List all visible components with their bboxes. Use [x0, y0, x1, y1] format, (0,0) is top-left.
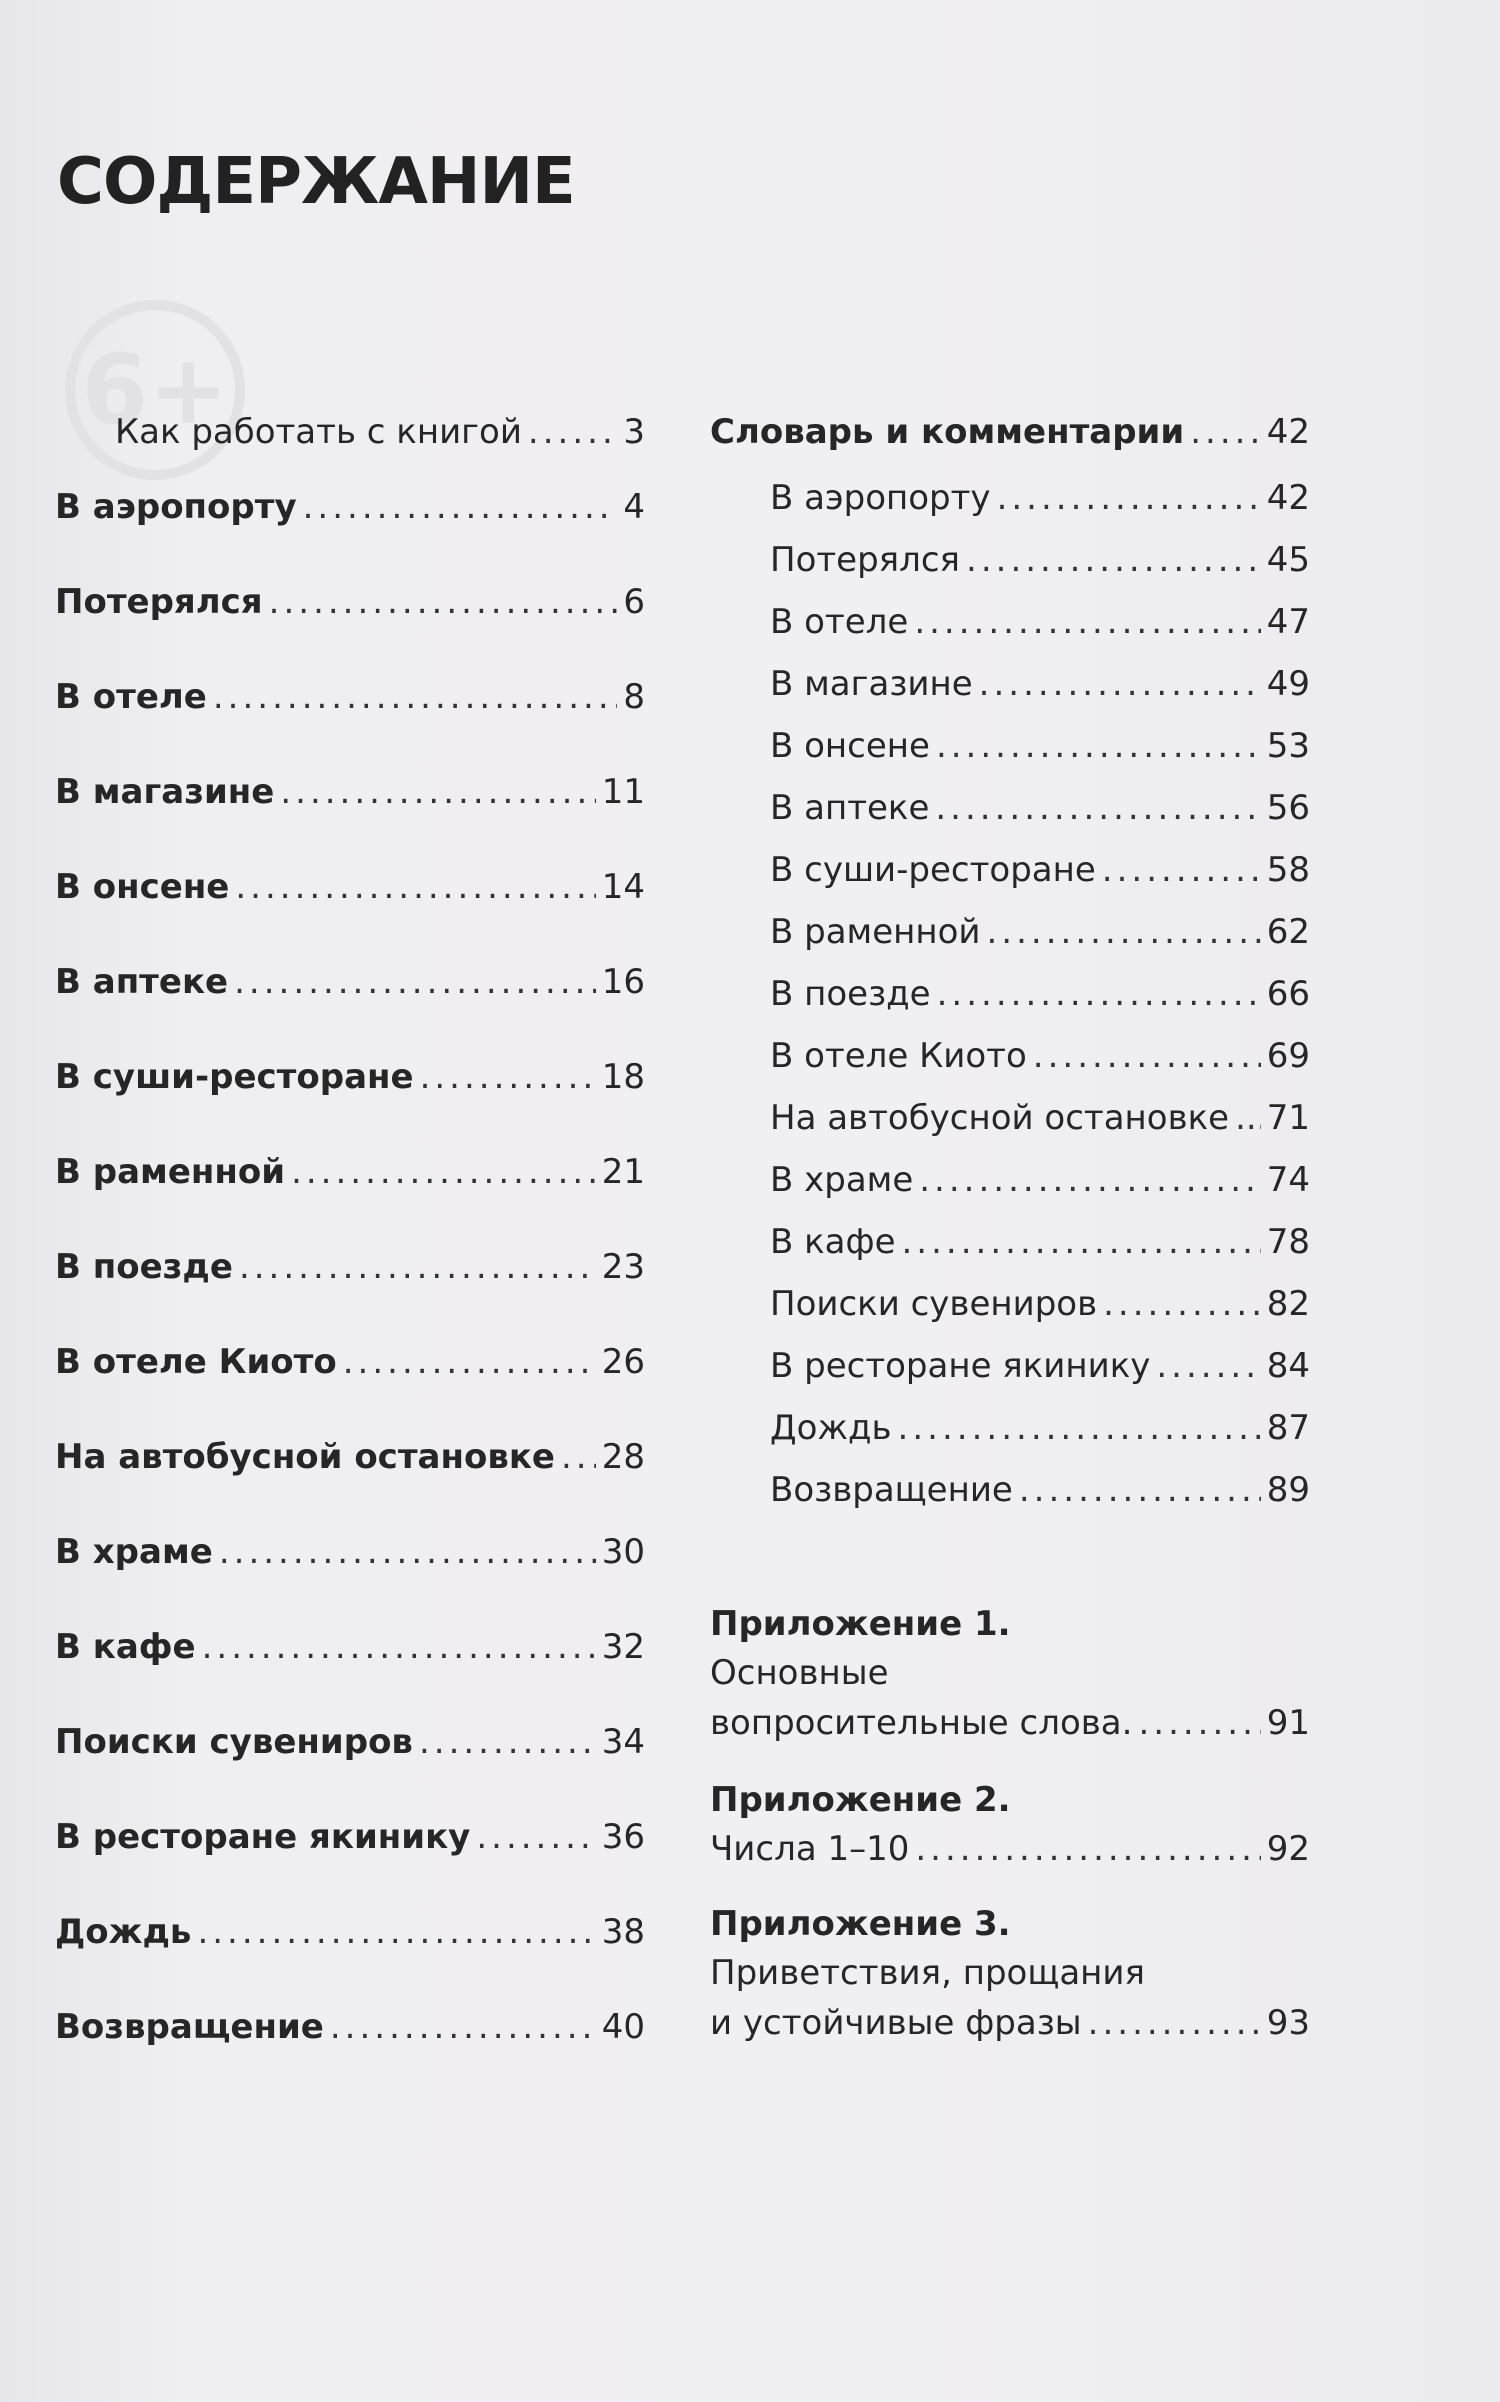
- appendix-3: [710, 1900, 1310, 2048]
- appendix-line: Основные: [710, 1653, 889, 1694]
- appendix-title: Приложение 2.: [710, 1780, 1011, 1820]
- toc-subentry: Потерялся ..... 45: [710, 540, 1310, 581]
- toc-subentry: Возвращение ..... 89: [710, 1470, 1310, 1511]
- toc-subentry: В отеле ..... 47: [710, 602, 1310, 643]
- toc-subentry: В отеле Киото ..... 69: [710, 1036, 1310, 1077]
- appendix-last-line: и устойчивые фразы ..... 93: [710, 1999, 1310, 2048]
- toc-section-heading: Словарь и комментарии ..... 42: [710, 412, 1310, 453]
- appendix-title: Приложение 1.: [710, 1604, 1011, 1644]
- toc-subentry: В суши-ресторане ..... 58: [710, 850, 1310, 891]
- toc-subentry: В кафе ..... 78: [710, 1222, 1310, 1263]
- toc-subentry: В раменной ..... 62: [710, 912, 1310, 953]
- toc-subentry: В поезде ..... 66: [710, 974, 1310, 1015]
- toc-entry: В суши-ресторане ..... 18: [55, 1057, 645, 1098]
- toc-entry: В раменной ..... 21: [55, 1152, 645, 1193]
- toc-subentry: В онсене ..... 53: [710, 726, 1310, 767]
- toc-entry: Дождь ..... 38: [55, 1912, 645, 1953]
- appendix-2: [710, 1776, 1310, 1875]
- toc-entry: В поезде ..... 23: [55, 1247, 645, 1288]
- page-title: СОДЕРЖАНИЕ: [57, 145, 575, 219]
- toc-entry: В отеле Киото ..... 26: [55, 1342, 645, 1383]
- toc-subentry: Дождь ..... 87: [710, 1408, 1310, 1449]
- appendix-title: Приложение 3.: [710, 1904, 1011, 1944]
- toc-entry: В аптеке ..... 16: [55, 962, 645, 1003]
- toc-subentry: В аэропорту ..... 42: [710, 478, 1310, 519]
- toc-entry: В онсене ..... 14: [55, 867, 645, 908]
- toc-entry: Потерялся ..... 6: [55, 582, 645, 623]
- toc-subentry: В ресторане якинику ..... 84: [710, 1346, 1310, 1387]
- toc-entry: Поиски сувениров ..... 34: [55, 1722, 645, 1763]
- appendix-last-line: вопросительные слова. ..... 91: [710, 1699, 1310, 1748]
- toc-entry-intro: Как работать с книгой ..... 3: [55, 412, 645, 453]
- toc-entry: В магазине ..... 11: [55, 772, 645, 813]
- toc-subentry: Поиски сувениров ..... 82: [710, 1284, 1310, 1325]
- toc-entry: В кафе ..... 32: [55, 1627, 645, 1668]
- appendix-line: Приветствия, прощания: [710, 1953, 1145, 1994]
- toc-entry: Возвращение ..... 40: [55, 2007, 645, 2048]
- toc-entry: На автобусной остановке ..... 28: [55, 1437, 645, 1478]
- toc-subentry: На автобусной остановке ..... 71: [710, 1098, 1310, 1139]
- toc-entry: В отеле ..... 8: [55, 677, 645, 718]
- appendix-last-line: Числа 1–10 ..... 92: [710, 1825, 1310, 1874]
- toc-entry: В аэропорту ..... 4: [55, 487, 645, 528]
- age-rating-watermark: 6+: [65, 300, 245, 480]
- toc-entry: В ресторане якинику ..... 36: [55, 1817, 645, 1858]
- toc-subentry: В аптеке ..... 56: [710, 788, 1310, 829]
- appendix-1: [710, 1600, 1310, 1748]
- toc-subentry: В храме ..... 74: [710, 1160, 1310, 1201]
- toc-subentry: В магазине ..... 49: [710, 664, 1310, 705]
- toc-entry: В храме ..... 30: [55, 1532, 645, 1573]
